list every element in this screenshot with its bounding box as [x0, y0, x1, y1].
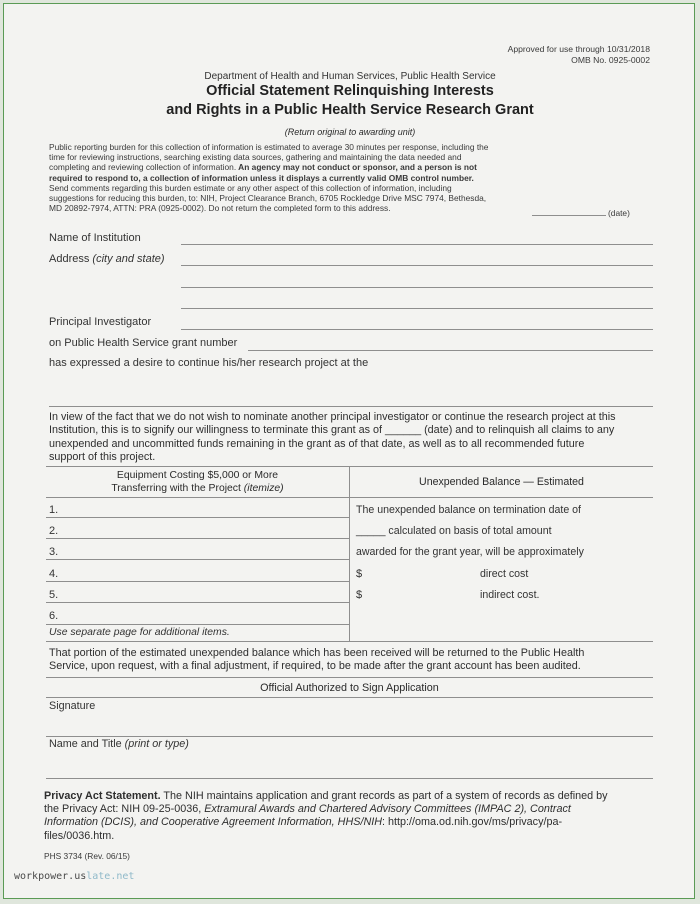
equipment-item-label: 1. — [49, 504, 59, 516]
equipment-item-label: 5. — [49, 589, 59, 601]
return-note: (Return original to awarding unit) — [284, 127, 416, 137]
signature-input-line[interactable] — [46, 736, 653, 737]
address-input-line-2[interactable] — [181, 287, 653, 288]
signature-label: Signature — [49, 700, 96, 712]
equipment-item-input-line[interactable] — [46, 517, 349, 518]
signature-section-top-line — [46, 677, 653, 678]
form-title-line2: and Rights in a Public Health Service Research Grant — [166, 102, 534, 118]
equipment-item-input-line[interactable] — [46, 538, 349, 539]
equipment-item-input-line[interactable] — [46, 602, 349, 603]
principal-investigator-label: Principal Investigator — [49, 316, 152, 328]
name-title-label: Name and Title (print or type) — [49, 738, 189, 750]
table-header-divider — [46, 497, 653, 498]
name-title-input-line[interactable] — [46, 778, 653, 779]
privacy-link[interactable]: http://oma.od.nih.gov/ms/privacy/pa- — [388, 816, 563, 829]
department-name: Department of Health and Human Services, Public Health Service — [204, 71, 496, 82]
balance-text-line3: awarded for the grant year, will be approximately — [356, 546, 584, 558]
table-column-divider — [349, 466, 350, 641]
grant-number-input-line[interactable] — [248, 350, 653, 351]
desire-statement: has expressed a desire to continue his/her research project at the — [49, 357, 369, 369]
direct-cost-label: direct cost — [480, 568, 529, 580]
indirect-cost-label: indirect cost. — [480, 589, 540, 601]
official-signature-heading: Official Authorized to Sign Application — [260, 682, 439, 694]
new-institution-input-line[interactable] — [49, 406, 653, 407]
privacy-link-continued[interactable]: files/0036.htm — [44, 829, 112, 842]
separate-page-note: Use separate page for additional items. — [49, 627, 230, 638]
equipment-item-label: 2. — [49, 525, 59, 537]
equipment-item-input-line[interactable] — [46, 559, 349, 560]
table-bottom-border — [46, 641, 653, 642]
watermark: workpower.uslate.net — [14, 871, 135, 882]
relinquish-statement: In view of the fact that we do not wish to nominate another principal investigator or continue the research project at this Institution, this is to signify our willingness to terminate this grant as of ______ (date) and to relinquish all claims to any unexpended and uncommitted funds remaining in the grant as of that date, as well as to all recommended future support of this project. — [49, 411, 616, 464]
form-title-line1: Official Statement Relinquishing Interests — [206, 83, 494, 99]
address-label: Address (city and state) — [49, 253, 165, 265]
equipment-header: Equipment Costing $5,000 or More Transferring with the Project (itemize) — [111, 470, 284, 494]
address-input-line-3[interactable] — [181, 308, 653, 309]
principal-investigator-input-line[interactable] — [181, 329, 653, 330]
grant-number-label: on Public Health Service grant number — [49, 337, 238, 349]
date-label: (date) — [608, 208, 630, 218]
equipment-item-label: 4. — [49, 568, 59, 580]
burden-statement: Public reporting burden for this collection of information is estimated to average 30 minutes per response, including the time for reviewing instructions, searching existing data sources, gathering and maintaining the data needed and completing and reviewing collection of information. An agency may not conduct or sponsor, and a person is not required to respond to, a collection of information unless it displays a currently valid OMB control number. Send comments regarding this burden estimate or any other aspect of this collection of information, including suggestions for reducing this burden, to: NIH, Project Clearance Branch, 6705 Rockledge Drive MSC 7974, Bethesda, MD 20892-7974, ATTN: PRA (0925-0002). Do not return the completed form to this address. — [49, 142, 489, 214]
unexpended-balance-header: Unexpended Balance — Estimated — [419, 476, 584, 488]
balance-text-line2: _____ calculated on basis of total amount — [356, 525, 552, 537]
signature-heading-underline — [46, 697, 653, 698]
equipment-item-input-line[interactable] — [46, 581, 349, 582]
item-row-line-6 — [46, 624, 349, 625]
balance-text-line1: The unexpended balance on termination date of — [356, 504, 581, 516]
date-line[interactable] — [532, 215, 606, 216]
indirect-cost-dollar: $ — [356, 589, 363, 601]
form-number: PHS 3734 (Rev. 06/15) — [44, 851, 130, 861]
omb-number: OMB No. 0925-0002 — [571, 55, 650, 65]
institution-input-line[interactable] — [181, 244, 653, 245]
approval-date: Approved for use through 10/31/2018 — [507, 44, 650, 54]
equipment-item-label: 3. — [49, 546, 59, 558]
return-balance-statement: That portion of the estimated unexpended balance which has been received will be returned to the Public Health Service, upon request, with a final adjustment, if required, to be made after the grant account has been audited. — [49, 647, 585, 673]
address-input-line-1[interactable] — [181, 265, 653, 266]
privacy-act-heading: Privacy Act Statement. — [44, 790, 161, 802]
direct-cost-dollar: $ — [356, 568, 363, 580]
institution-label: Name of Institution — [49, 232, 141, 244]
privacy-act-statement: Privacy Act Statement. The NIH maintains application and grant records as part of a system of records as defined by the Privacy Act: NIH 09-25-0036, Extramural Awards and Chartered Advisory Committees (IMPAC 2), Contract Information (DCIS), and Cooperative Agreement Information, HHS/NIH: http://oma.od.nih.gov/ms/privacy/pa- files/0036.htm. — [44, 790, 608, 842]
equipment-item-label: 6. — [49, 610, 59, 622]
